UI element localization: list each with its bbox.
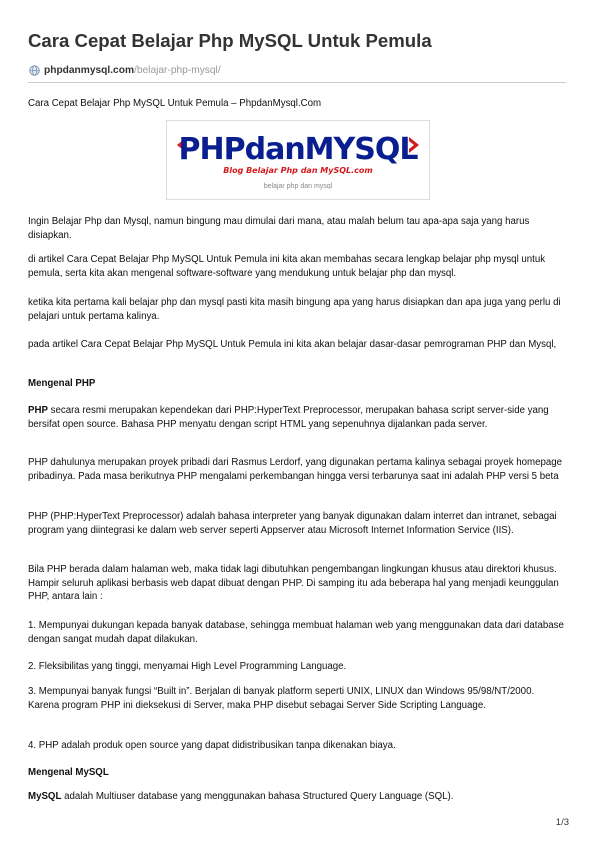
phpdanmysql-logo — [173, 125, 423, 185]
paragraph — [28, 404, 566, 431]
intro-line: Cara Cepat Belajar Php MySQL Untuk Pemula – PhpdanMysql.Com — [28, 98, 322, 109]
paragraph: pada artikel Cara Cepat Belajar Php MySQL Untuk Pemula ini kita akan belajar dasar-dasar pemrograman PHP dan Mysql, — [28, 339, 557, 350]
logo-image — [166, 120, 430, 200]
paragraph-text: secara resmi merupakan kependekan dari PHP:HyperText Preprocessor, merupakan bahasa script server-side yang bersifat open source. Bahasa PHP menyatu dengan script HTML yang sepenuhnya dijalankan pada server. — [28, 405, 549, 430]
source-line — [28, 64, 566, 83]
paragraph: di artikel Cara Cepat Belajar Php MySQL Untuk Pemula ini kita akan membahas secara lengkap belajar php mysql untuk pemula, serta kita akan mengenal software-software yang mendukung untuk belajar php dan mysql. — [28, 254, 546, 279]
paragraph: PHP (PHP:HyperText Preprocessor) adalah bahasa interpreter yang banyak digunakan dalam interret dan intranet, sebagai program yang diintegrasi ke dalam web server seperti Appserver atau Microsoft Internet Information Service (IIS). — [28, 511, 557, 536]
paragraph: Bila PHP berada dalam halaman web, maka tidak lagi dibutuhkan pengembangan lingkungan khusus atau direktori khusus. Hampir seluruh aplikasi berbasis web dapat dibuat dengan PHP. Di samping itu ada beberapa hal yang menjadi keunggulan PHP, antara lain : — [28, 564, 559, 602]
source-link[interactable] — [44, 64, 221, 78]
list-item: 3. Mempunyai banyak fungsi “Built in”. Berjalan di banyak platform seperti UNIX, LINUX dan Windows 95/98/NT/2000. Karena program PHP ini dieksekusi di Server, maka PHP disebut sebagai Server Side Scripting Language. — [28, 686, 535, 711]
paragraph-text: adalah Multiuser database yang menggunakan bahasa Structured Query Language (SQL). — [61, 791, 454, 802]
section-heading: Mengenal MySQL — [28, 767, 109, 778]
section-heading: Mengenal PHP — [28, 378, 96, 389]
bold-term: PHP — [28, 405, 48, 416]
logo-caption: belajar php dan mysql — [263, 183, 333, 190]
list-item: 1. Mempunyai dukungan kepada banyak database, sehingga membuat halaman web yang menggunakan data dari database dengan sangat mudah dapat dilakukan. — [28, 620, 564, 645]
source-path: /belajar-php-mysql/ — [134, 65, 221, 76]
list-item: 4. PHP adalah produk open source yang dapat didistribusikan tanpa dikenakan biaya. — [28, 740, 396, 751]
globe-icon — [29, 65, 40, 76]
paragraph: ketika kita pertama kali belajar php dan mysql pasti kita masih bingung apa yang harus disiapkan dan apa juga yang perlu di pelajari untuk pertama kalinya. — [28, 297, 561, 322]
source-host: phpdanmysql.com — [44, 65, 135, 76]
bold-term: MySQL — [28, 791, 62, 802]
paragraph — [28, 790, 566, 804]
paragraph: PHP dahulunya merupakan proyek pribadi dari Rasmus Lerdorf, yang digunakan pertama kalinya sebagai proyek homepage pribadinya. Pada masa berikutnya PHP mengalami perkembangan hingga versi terbarunya saat ini adalah PHP versi 5 beta — [28, 457, 563, 482]
list-item: 2. Fleksibilitas yang tinggi, menyamai High Level Programming Language. — [28, 661, 347, 672]
paragraph: Ingin Belajar Php dan Mysql, namun bingung mau dimulai dari mana, atau malah belum tau apa-apa saja yang harus disiapkan. — [28, 216, 530, 241]
page-number: 1/3 — [555, 817, 569, 828]
page-title: Cara Cepat Belajar Php MySQL Untuk Pemula — [28, 30, 432, 51]
logo-sub-text: Blog Belajar Php dan MySQL.com — [223, 166, 373, 175]
logo-main-text: PHPdanMYSQL — [178, 132, 418, 167]
